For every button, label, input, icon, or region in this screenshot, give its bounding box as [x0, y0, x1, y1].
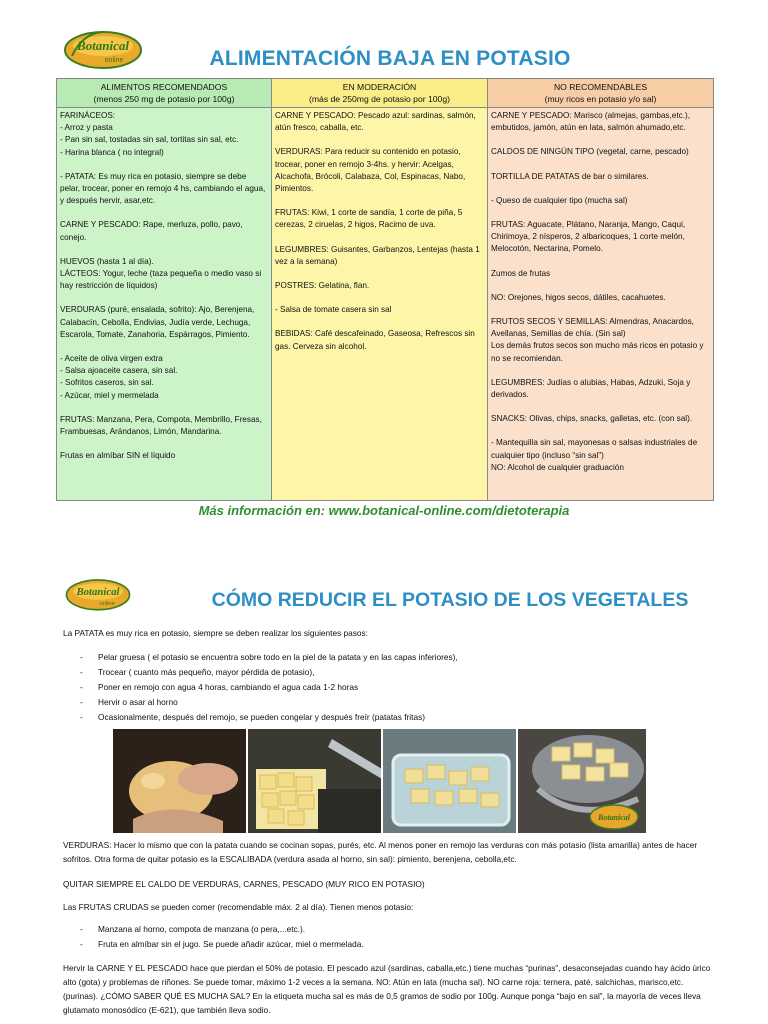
list-item: CALDOS DE NINGÚN TIPO (vegetal, carne, pescado) [491, 147, 689, 157]
list-item: - Aceite de oliva virgen extra - Salsa ajoaceite casera, sin sal. - Sofritos caseros, sin sal. - Azúcar, miel y mermelada [60, 354, 178, 400]
intro-text: La PATATA es muy rica en potasio, siempre se deben realizar los siguientes pasos: [63, 628, 368, 638]
not-recommended-column [488, 108, 714, 501]
page-title: ALIMENTACIÓN BAJA EN POTASIO [209, 47, 571, 70]
list-item: NO: Orejones, higos secos, dátiles, cacahuetes. [491, 292, 666, 302]
list-item: - Manzana al horno, compota de manzana (o pera,...etc.). [80, 922, 364, 937]
list-item: POSTRES: Gelatina, flan. [275, 281, 370, 291]
list-item: LEGUMBRES: Judías o alubias, Habas, Adzuki, Soja y derivados. [491, 377, 691, 400]
header-moderation: EN MODERACIÓN (más de 250mg de potasio por 100g) [272, 79, 488, 108]
steps-list [80, 650, 458, 725]
logo-text: Botanical [76, 38, 130, 53]
list-item: FARINÁCEOS: - Arroz y pasta - Pan sin sal, tostadas sin sal, tortitas sin sal, etc. - Harina blanca ( no integral) [60, 111, 239, 157]
list-item: FRUTAS: Kiwi, 1 corte de sandía, 1 corte de piña, 5 cerezas, 2 ciruelas, 2 higos, Racimo de uva. [275, 208, 463, 230]
photo-soaking-potato [383, 729, 516, 833]
list-item: TORTILLA DE PATATAS de bar o similares. [491, 171, 649, 181]
list-item: - Ocasionalmente, después del remojo, se pueden congelar y después freír (patatas fritas) [80, 710, 458, 725]
svg-text:Botanical: Botanical [597, 813, 630, 822]
potassium-table [56, 78, 714, 501]
hervir-text: Hervir la CARNE Y EL PESCADO hace que pierdan el 50% de potasio. El pescado azul (sardinas, caballa,etc.) tiene muchas “purinas”, desaconsejadas cuando hay ácido úrico alto (gota) y problemas de riñones. Se puede tomar, máximo 1-2 veces a la semana. NO: Atún en lata (mucha sal). NO carne roja: ternera, paté, salchichas, marisco,etc. (purinas). ¿CÓMO SABER QUÉ ES MUCHA SAL? En la etiqueta mucha sal es más de 0,5 gramos de sodio por 100g. Aunque ponga “bajo en sal”, la mayoría de veces lleva glutamato monosódico (E-621), que también lleva sodio. [63, 963, 711, 1015]
potato-photo-strip [113, 729, 646, 833]
list-item: - Queso de cualquier tipo (mucha sal) [491, 195, 628, 205]
frutas-crudas-text: Las FRUTAS CRUDAS se pueden comer (recomendable máx. 2 al día). Tienen menos potasio: [63, 902, 414, 912]
list-item: Frutas en almíbar SIN el líquido [60, 451, 176, 461]
list-item: - Salsa de tomate casera sin sal [275, 305, 392, 315]
fruit-list [80, 922, 364, 952]
list-item: Zumos de frutas [491, 268, 551, 278]
list-item: - PATATA: Es muy rica en potasio, siempre se debe pelar, trocear, poner en remojo 4 hs, cambiando el agua, y después hervir, asar,etc. [60, 171, 266, 206]
svg-text:online: online [99, 600, 115, 607]
svg-text:Botanical: Botanical [76, 585, 120, 598]
list-item: - Fruta en almíbar sin el jugo. Se puede añadir azúcar, miel o mermelada. [80, 937, 364, 952]
more-info-link[interactable]: Más información en: www.botanical-online.com/dietoterapia [198, 503, 570, 518]
photo-peeling-potato [113, 729, 246, 833]
verduras-text: VERDURAS: Hacer lo mismo que con la patata cuando se cocinan sopas, purés, etc. Al menos poner en remojo las verduras con más potasio (lista amarilla) antes de hacer sofritos. Otra forma de quitar potasio es la ESCALIBADA (verdura asada al horno, sin sal): pimiento, berenjena, cebolla,etc. [63, 840, 698, 864]
recommended-column [57, 108, 272, 501]
list-item: LEGUMBRES: Guisantes, Garbanzos, Lentejas (hasta 1 vez a la semana) [275, 244, 480, 266]
botanical-logo-top[interactable] [62, 26, 144, 72]
list-item: SNACKS: Olivas, chips, snacks, galletas, etc. (con sal). [491, 414, 693, 424]
photo-boiling-potato [518, 729, 646, 833]
photo-chopped-potato [248, 729, 381, 833]
list-item: CARNE Y PESCADO: Pescado azul: sardinas, salmón, atún fresco, caballa, etc. [275, 111, 476, 133]
header-recommended: ALIMENTOS RECOMENDADOS (menos 250 mg de potasio por 100g) [57, 79, 272, 108]
list-item: - Poner en remojo con agua 4 horas, cambiando el agua cada 1-2 horas [80, 680, 458, 695]
list-item: - Hervir o asar al horno [80, 695, 458, 710]
list-item: CARNE Y PESCADO: Marisco (almejas, gambas,etc.), embutidos, jamón, atún en lata, salmón ahumado,etc. [491, 111, 690, 133]
list-item: - Trocear ( cuanto más pequeño, mayor pérdida de potasio), [80, 665, 458, 680]
list-item: FRUTAS: Aguacate, Plátano, Naranja, Mango, Caqui, Chirimoya, 2 nísperos, 2 albaricoques, 1 corte melón, Melocotón, Nectarina, Pomelo. [491, 220, 686, 254]
botanical-logo-middle[interactable] [64, 574, 132, 614]
list-item: VERDURAS (puré, ensalada, sofrito): Ajo, Berenjena, Calabacín, Cebolla, Endivias, Judía verde, Lechuga, Escarola, Tomate, Zanahoria, Espárragos, Pimiento. [60, 305, 255, 339]
list-item: BEBIDAS: Café descafeinado, Gaseosa, Refrescos sin gas. Cerveza sin alcohol. [275, 329, 475, 351]
quitar-caldo-text: QUITAR SIEMPRE EL CALDO DE VERDURAS, CARNES, PESCADO (MUY RICO EN POTASIO) [63, 879, 425, 889]
header-not-recommended: NO RECOMENDABLES (muy ricos en potasio y/o sal) [488, 79, 714, 108]
list-item: CARNE Y PESCADO: Rape, merluza, pollo, pavo, conejo. [60, 220, 243, 242]
section-title: CÓMO REDUCIR EL POTASIO DE LOS VEGETALES [211, 589, 689, 611]
list-item: VERDURAS: Para reducir su contenido en potasio, trocear, poner en remojo 3-4hs. y hervir: Acelgas, Alcachofa, Brócoli, Calabaza, Col, Espinacas, Nabo, Pimientos. [275, 147, 466, 194]
svg-text:online: online [104, 57, 124, 64]
list-item: - Mantequilla sin sal, mayonesas o salsas industriales de cualquier tipo (incluso “sin sal”) NO: Alcohol de cualquier graduación [491, 438, 698, 472]
list-item: - Pelar gruesa ( el potasio se encuentra sobre todo en la piel de la patata y en las capas inferiores), [80, 650, 458, 665]
list-item: FRUTAS: Manzana, Pera, Compota, Membrillo, Fresas, Frambuesas, Arándanos, Limón, Mandarina. [60, 414, 262, 437]
list-item: FRUTOS SECOS Y SEMILLAS: Almendras, Anacardos, Avellanas, Semillas de chía. (Sin sal) Los demás frutos secos son mucho más ricos en potasio y no se recomiendan. [491, 317, 704, 363]
list-item: HUEVOS (hasta 1 al día). LÁCTEOS: Yogur, leche (taza pequeña o medio vaso si hay restricción de líquidos) [60, 256, 262, 291]
moderation-column [272, 108, 488, 501]
